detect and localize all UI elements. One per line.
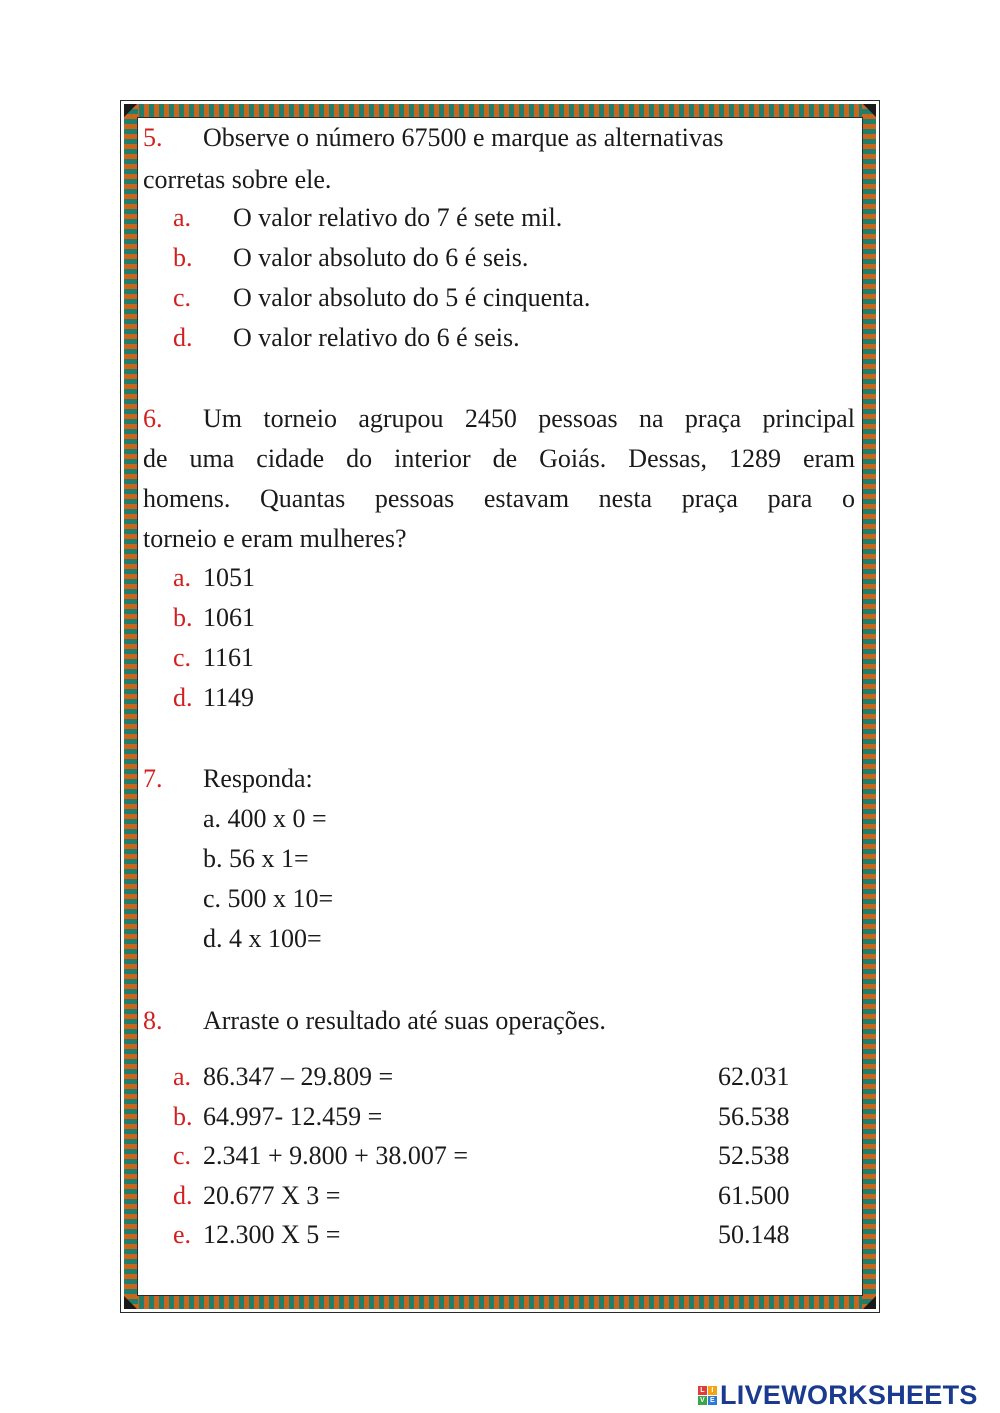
q7-item-d[interactable]: d. 4 x 100= — [203, 924, 322, 953]
word: eram — [802, 444, 855, 473]
q6-number-line — [143, 404, 163, 434]
word: uma — [189, 444, 235, 473]
q8-draggable-result[interactable]: 61.500 — [718, 1181, 790, 1210]
option-text: O valor relativo do 6 é seis. — [233, 323, 520, 352]
logo-tile: I — [708, 1386, 717, 1395]
word: para — [767, 484, 813, 513]
q5-line1 — [143, 123, 724, 153]
word: de — [143, 444, 168, 473]
q6-text-line4: torneio e eram mulheres? — [143, 524, 407, 553]
option-text: O valor absoluto do 5 é cinquenta. — [233, 283, 591, 312]
operation-text: 12.300 X 5 = — [203, 1220, 341, 1249]
word: Dessas, — [628, 444, 708, 473]
word: Goiás. — [539, 444, 607, 473]
q7-item-a[interactable]: a. 400 x 0 = — [203, 804, 327, 833]
word: Um — [203, 404, 242, 433]
word: nesta — [598, 484, 653, 513]
border-corner — [124, 104, 137, 117]
word: interior — [394, 444, 471, 473]
operation-text: 2.341 + 9.800 + 38.007 = — [203, 1141, 468, 1170]
q8-prompt: Arraste o resultado até suas operações. — [203, 1006, 606, 1035]
option-letter: a. — [173, 1062, 192, 1091]
option-text: 1051 — [203, 563, 255, 592]
option-text: 1149 — [203, 683, 255, 712]
word: agrupou — [358, 404, 444, 433]
option-letter: e. — [173, 1220, 192, 1249]
q8-line — [143, 1006, 606, 1036]
q8-draggable-result[interactable]: 56.538 — [718, 1102, 790, 1131]
word: pessoas — [374, 484, 455, 513]
question-number: 6. — [143, 404, 163, 433]
word: do — [346, 444, 373, 473]
word: 1289 — [729, 444, 781, 473]
option-letter: c. — [173, 283, 192, 312]
liveworksheets-logo-icon — [698, 1386, 717, 1405]
operation-text: 64.997- 12.459 = — [203, 1102, 383, 1131]
q5-text: Observe o número 67500 e marque as alternativas — [203, 123, 724, 152]
option-letter: d. — [173, 323, 193, 352]
word: de — [492, 444, 518, 473]
liveworksheets-brand[interactable] — [698, 1378, 978, 1412]
word: 2450 — [464, 404, 517, 433]
word: pessoas — [538, 404, 618, 433]
q6-text-line1 — [203, 404, 855, 434]
option-text: 1161 — [203, 643, 255, 672]
operation-text: 20.677 X 3 = — [203, 1181, 341, 1210]
option-letter: a. — [173, 563, 192, 592]
word: na — [639, 404, 664, 433]
word: o — [841, 484, 855, 513]
q7-item-b[interactable]: b. 56 x 1= — [203, 844, 309, 873]
option-letter: d. — [173, 683, 193, 712]
option-letter: d. — [173, 1181, 193, 1210]
border-corner — [124, 1296, 137, 1309]
q7-line — [143, 764, 313, 794]
q6-text-line3 — [143, 484, 855, 514]
word: praça — [684, 404, 742, 433]
q7-item-c[interactable]: c. 500 x 10= — [203, 884, 334, 913]
option-text: O valor relativo do 7 é sete mil. — [233, 203, 563, 232]
word: estavam — [483, 484, 570, 513]
q8-draggable-result[interactable]: 62.031 — [718, 1062, 790, 1091]
logo-tile: L — [698, 1386, 707, 1395]
option-text: O valor absoluto do 6 é seis. — [233, 243, 529, 272]
question-number: 7. — [143, 764, 163, 793]
word: Quantas — [260, 484, 346, 513]
q8-draggable-result[interactable]: 52.538 — [718, 1141, 790, 1170]
q7-prompt: Responda: — [203, 764, 313, 793]
operation-text: 86.347 – 29.809 = — [203, 1062, 394, 1091]
question-number: 5. — [143, 123, 163, 152]
border-corner — [863, 104, 876, 117]
word: praça — [681, 484, 738, 513]
question-number: 8. — [143, 1006, 163, 1035]
option-text: 1061 — [203, 603, 255, 632]
option-letter: a. — [173, 203, 192, 232]
logo-tile: V — [698, 1396, 707, 1405]
option-letter: b. — [173, 603, 193, 632]
option-letter: b. — [173, 1102, 193, 1131]
word: torneio — [263, 404, 337, 433]
option-letter: c. — [173, 643, 192, 672]
option-letter: c. — [173, 1141, 192, 1170]
brand-name: LIVEWORKSHEETS — [720, 1379, 978, 1410]
option-letter: b. — [173, 243, 193, 272]
border-corner — [863, 1296, 876, 1309]
word: cidade — [256, 444, 325, 473]
word: principal — [762, 404, 855, 433]
q8-draggable-result[interactable]: 50.148 — [718, 1220, 790, 1249]
q5-text-continued: corretas sobre ele. — [143, 165, 332, 194]
word: homens. — [143, 484, 231, 513]
q6-text-line2 — [143, 444, 855, 474]
logo-tile: E — [708, 1396, 717, 1405]
